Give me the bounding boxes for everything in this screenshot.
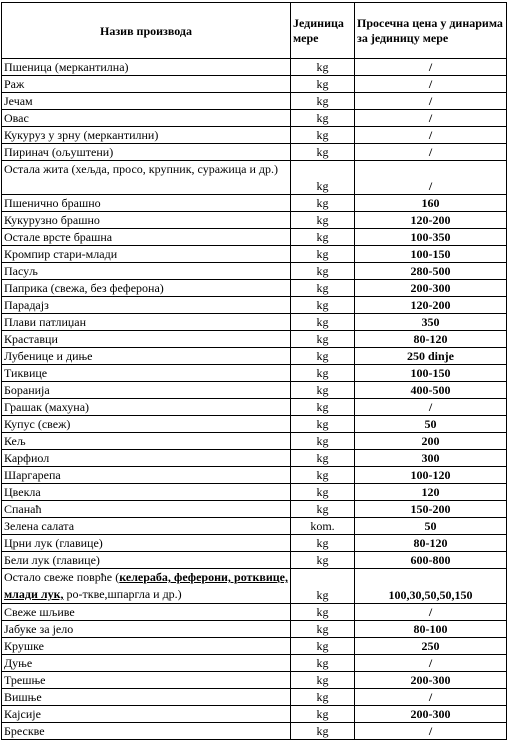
table-row	[2, 467, 507, 484]
table-row	[2, 433, 507, 450]
product-name-cell: Паприка (свежа, без феферона)	[2, 280, 291, 297]
unit-cell: kom.	[291, 518, 355, 535]
unit-cell: kg	[291, 535, 355, 552]
unit-cell: kg	[291, 689, 355, 706]
unit-cell: kg	[291, 280, 355, 297]
unit-cell: kg	[291, 76, 355, 93]
table-row	[2, 212, 507, 229]
product-name-cell: Лубенице и диње	[2, 348, 291, 365]
product-name-cell: Боранија	[2, 382, 291, 399]
table-row	[2, 59, 507, 76]
unit-cell: kg	[291, 672, 355, 689]
product-name-cell: Овас	[2, 110, 291, 127]
table-row	[2, 127, 507, 144]
unit-cell: kg	[291, 297, 355, 314]
table-row	[2, 416, 507, 433]
product-name-cell: Кељ	[2, 433, 291, 450]
unit-cell: kg	[291, 110, 355, 127]
product-name-cell: Раж	[2, 76, 291, 93]
unit-cell: kg	[291, 212, 355, 229]
product-name-cell: Вишње	[2, 689, 291, 706]
price-cell: 600-800	[355, 552, 507, 569]
table-body	[2, 59, 507, 740]
product-name-cell: Пиринач (ољуштени)	[2, 144, 291, 161]
unit-cell: kg	[291, 144, 355, 161]
product-name-cell: Зелена салата	[2, 518, 291, 535]
table-row	[2, 161, 507, 195]
unit-cell: kg	[291, 467, 355, 484]
unit-cell: kg	[291, 569, 355, 604]
price-cell: /	[355, 76, 507, 93]
product-name-cell: Краставци	[2, 331, 291, 348]
price-cell: /	[355, 723, 507, 740]
table-row	[2, 518, 507, 535]
unit-cell: kg	[291, 365, 355, 382]
product-name-cell: Крушке	[2, 638, 291, 655]
product-name-cell: Пшенично брашно	[2, 195, 291, 212]
price-cell: /	[355, 399, 507, 416]
product-name-cell: Дуње	[2, 655, 291, 672]
unit-cell: kg	[291, 399, 355, 416]
table-row	[2, 484, 507, 501]
price-cell: 200	[355, 433, 507, 450]
product-name-cell: Карфиол	[2, 450, 291, 467]
product-name-cell: Трешње	[2, 672, 291, 689]
product-name-cell: Брескве	[2, 723, 291, 740]
product-name-cell: Кукурузно брашно	[2, 212, 291, 229]
product-name-cell: Спанаћ	[2, 501, 291, 518]
unit-cell: kg	[291, 501, 355, 518]
table-row	[2, 348, 507, 365]
table-row	[2, 110, 507, 127]
table-row	[2, 195, 507, 212]
price-cell: 120-200	[355, 212, 507, 229]
unit-cell: kg	[291, 706, 355, 723]
product-name-cell: Јабуке за јело	[2, 621, 291, 638]
price-cell: /	[355, 127, 507, 144]
product-name-emphasis: келераба, феферони, ротквице, млади лук,	[4, 570, 289, 601]
price-cell: 160	[355, 195, 507, 212]
table-row	[2, 450, 507, 467]
price-table	[1, 2, 507, 740]
table-row	[2, 672, 507, 689]
unit-cell: kg	[291, 621, 355, 638]
price-cell: /	[355, 93, 507, 110]
unit-cell: kg	[291, 484, 355, 501]
product-name-cell: Кромпир стари-млади	[2, 246, 291, 263]
price-cell: 200-300	[355, 706, 507, 723]
price-cell: 100-350	[355, 229, 507, 246]
unit-cell: kg	[291, 433, 355, 450]
product-name-cell: Јечам	[2, 93, 291, 110]
price-cell: 100-150	[355, 246, 507, 263]
header-product-name: Назив производа	[2, 3, 291, 59]
table-row	[2, 382, 507, 399]
price-cell: 50	[355, 518, 507, 535]
table-row	[2, 314, 507, 331]
unit-cell: kg	[291, 195, 355, 212]
price-cell: 300	[355, 450, 507, 467]
price-cell: /	[355, 604, 507, 621]
table-row	[2, 263, 507, 280]
price-cell: /	[355, 59, 507, 76]
price-cell: /	[355, 144, 507, 161]
price-cell: 80-120	[355, 535, 507, 552]
price-cell: 350	[355, 314, 507, 331]
table-row	[2, 552, 507, 569]
price-cell: 100-150	[355, 365, 507, 382]
unit-cell: kg	[291, 246, 355, 263]
table-row	[2, 297, 507, 314]
price-cell: 80-100	[355, 621, 507, 638]
unit-cell: kg	[291, 604, 355, 621]
price-cell: 400-500	[355, 382, 507, 399]
unit-cell: kg	[291, 127, 355, 144]
table-row	[2, 501, 507, 518]
product-name-cell: Остале врсте брашна	[2, 229, 291, 246]
price-cell: 50	[355, 416, 507, 433]
table-row	[2, 604, 507, 621]
unit-cell: kg	[291, 348, 355, 365]
price-cell: /	[355, 655, 507, 672]
price-cell: /	[355, 161, 507, 195]
header-price: Просечна цена у динарима за јединицу мере	[355, 3, 507, 59]
unit-cell: kg	[291, 161, 355, 195]
price-cell: 250 dinje	[355, 348, 507, 365]
price-cell: /	[355, 689, 507, 706]
table-row	[2, 655, 507, 672]
table-row	[2, 229, 507, 246]
table-row	[2, 569, 507, 604]
product-name-cell: Плави патлиџан	[2, 314, 291, 331]
product-name-cell: Остала жита (хељда, просо, крупник, суражица и др.)	[2, 161, 291, 195]
product-name-cell: Купус (свеж)	[2, 416, 291, 433]
table-row	[2, 280, 507, 297]
unit-cell: kg	[291, 416, 355, 433]
header-row	[2, 3, 507, 59]
unit-cell: kg	[291, 382, 355, 399]
price-cell: 200-300	[355, 280, 507, 297]
unit-cell: kg	[291, 263, 355, 280]
table-row	[2, 144, 507, 161]
table-row	[2, 93, 507, 110]
price-cell: 150-200	[355, 501, 507, 518]
product-name-cell: Пшеница (меркантилна)	[2, 59, 291, 76]
unit-cell: kg	[291, 552, 355, 569]
table-row	[2, 331, 507, 348]
product-name-cell: Пасуљ	[2, 263, 291, 280]
unit-cell: kg	[291, 723, 355, 740]
unit-cell: kg	[291, 450, 355, 467]
table-row	[2, 706, 507, 723]
unit-cell: kg	[291, 655, 355, 672]
unit-cell: kg	[291, 59, 355, 76]
product-name-part: ро-ткве,шпаргла и др.)	[63, 587, 182, 601]
price-cell: 120-200	[355, 297, 507, 314]
product-name-cell: Црни лук (главице)	[2, 535, 291, 552]
unit-cell: kg	[291, 93, 355, 110]
table-row	[2, 76, 507, 93]
product-name-cell: Шаргарепа	[2, 467, 291, 484]
unit-cell: kg	[291, 314, 355, 331]
table-row	[2, 399, 507, 416]
table-row	[2, 365, 507, 382]
table-row	[2, 723, 507, 740]
price-cell: 200-300	[355, 672, 507, 689]
table-row	[2, 621, 507, 638]
price-cell: 250	[355, 638, 507, 655]
price-cell: 120	[355, 484, 507, 501]
header-unit: Јединица мере	[291, 3, 355, 59]
product-name-cell	[2, 569, 291, 604]
product-name-cell: Цвекла	[2, 484, 291, 501]
unit-cell: kg	[291, 229, 355, 246]
product-name-cell: Кајсије	[2, 706, 291, 723]
product-name-part: Остало свеже поврће (	[4, 570, 120, 584]
product-name-cell: Грашак (махуна)	[2, 399, 291, 416]
product-name-cell: Кукуруз у зрну (меркантилни)	[2, 127, 291, 144]
table-row	[2, 246, 507, 263]
product-name-cell: Парадајз	[2, 297, 291, 314]
price-cell: 100-120	[355, 467, 507, 484]
unit-cell: kg	[291, 638, 355, 655]
price-cell: /	[355, 110, 507, 127]
table-row	[2, 535, 507, 552]
product-name-cell: Тиквице	[2, 365, 291, 382]
unit-cell: kg	[291, 331, 355, 348]
product-name-cell: Бели лук (главице)	[2, 552, 291, 569]
table-row	[2, 689, 507, 706]
price-cell: 100,30,50,50,150	[355, 569, 507, 604]
product-name-cell: Свеже шљиве	[2, 604, 291, 621]
price-cell: 280-500	[355, 263, 507, 280]
table-row	[2, 638, 507, 655]
price-cell: 80-120	[355, 331, 507, 348]
